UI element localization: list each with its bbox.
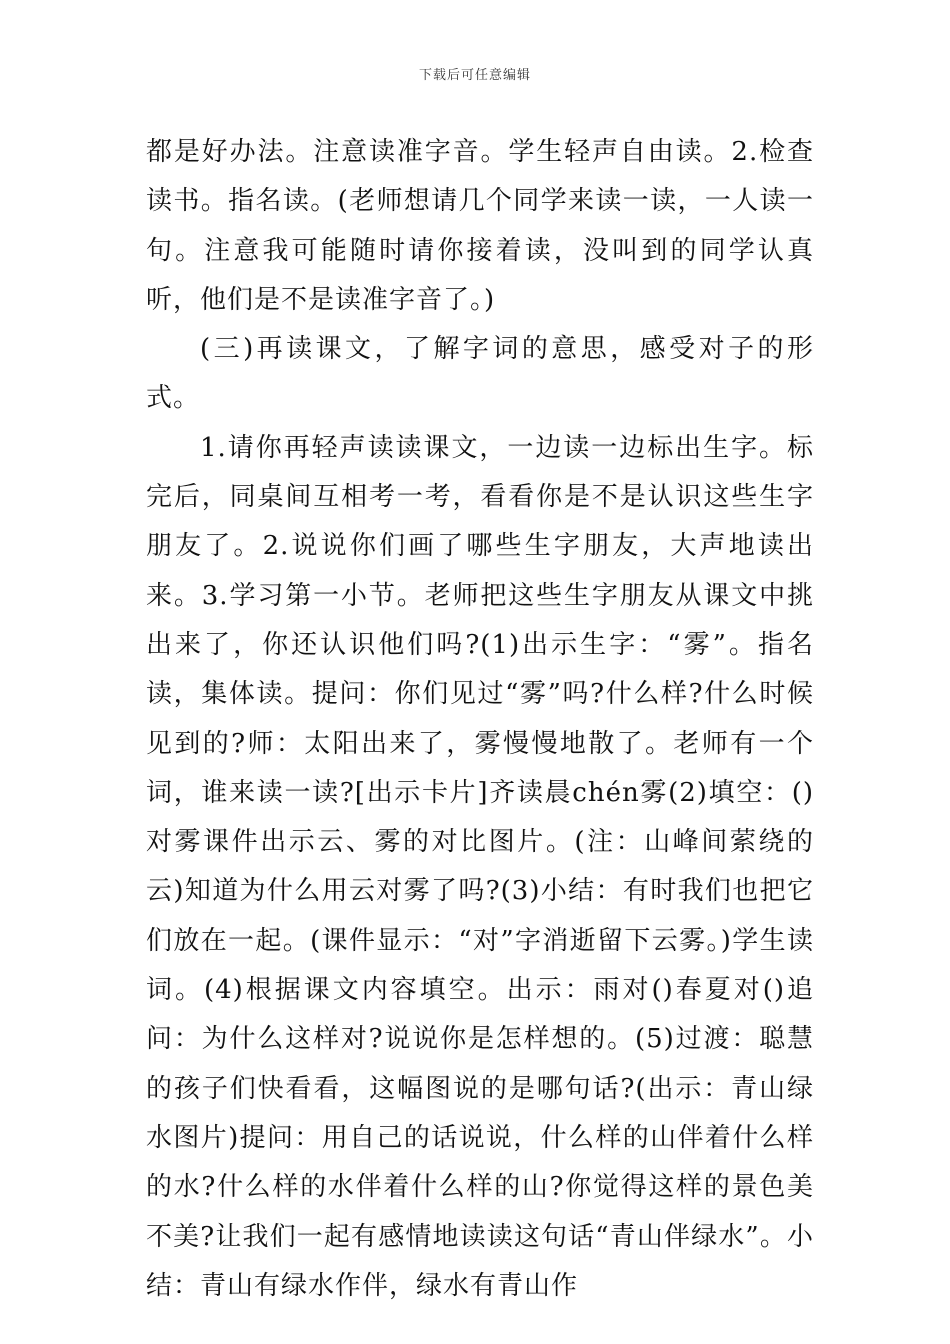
document-body bbox=[146, 128, 814, 1311]
paragraph-reading-steps: 1.请你再轻声读读课文，一边读一边标出生字。标完后，同桌间互相考一考，看看你是不是认识这些生字朋友了。2.说说你们画了哪些生字朋友，大声地读出来。3.学习第一小节。老师把这些生字朋友从课文中挑出来了，你还认识他们吗?(1)出示生字：“雾”。指名读，集体读。提问：你们见过“雾”吗?什么样?什么时候见到的?师：太阳出来了，雾慢慢地散了。老师有一个词，谁来读一读?[出示卡片]齐读晨chén雾(2)填空：()对雾课件出示云、雾的对比图片。(注：山峰间萦绕的云)知道为什么用云对雾了吗?(3)小结：有时我们也把它们放在一起。(课件显示：“对”字消逝留下云雾。)学生读词。(4)根据课文内容填空。出示：雨对()春夏对()追问：为什么这样对?说说你是怎样想的。(5)过渡：聪慧的孩子们快看看，这幅图说的是哪句话?(出示：青山绿水图片)提问：用自己的话说说，什么样的山伴着什么样的水?什么样的水伴着什么样的山?你觉得这样的景色美不美?让我们一起有感情地读读这句话“青山伴绿水”。小结：青山有绿水作伴，绿水有青山作 bbox=[146, 432, 814, 1301]
paragraph-section-three-heading: (三)再读课文，了解字词的意思，感受对子的形式。 bbox=[146, 334, 814, 414]
page-header: 下载后可任意编辑 bbox=[418, 68, 531, 83]
paragraph-continuation: 都是好办法。注意读准字音。学生轻声自由读。2.检查读书。指名读。(老师想请几个同学来读一读，一人读一句。注意我可能随时请你接着读，没叫到的同学认真听，他们是不是读准字音了。) bbox=[146, 137, 814, 315]
